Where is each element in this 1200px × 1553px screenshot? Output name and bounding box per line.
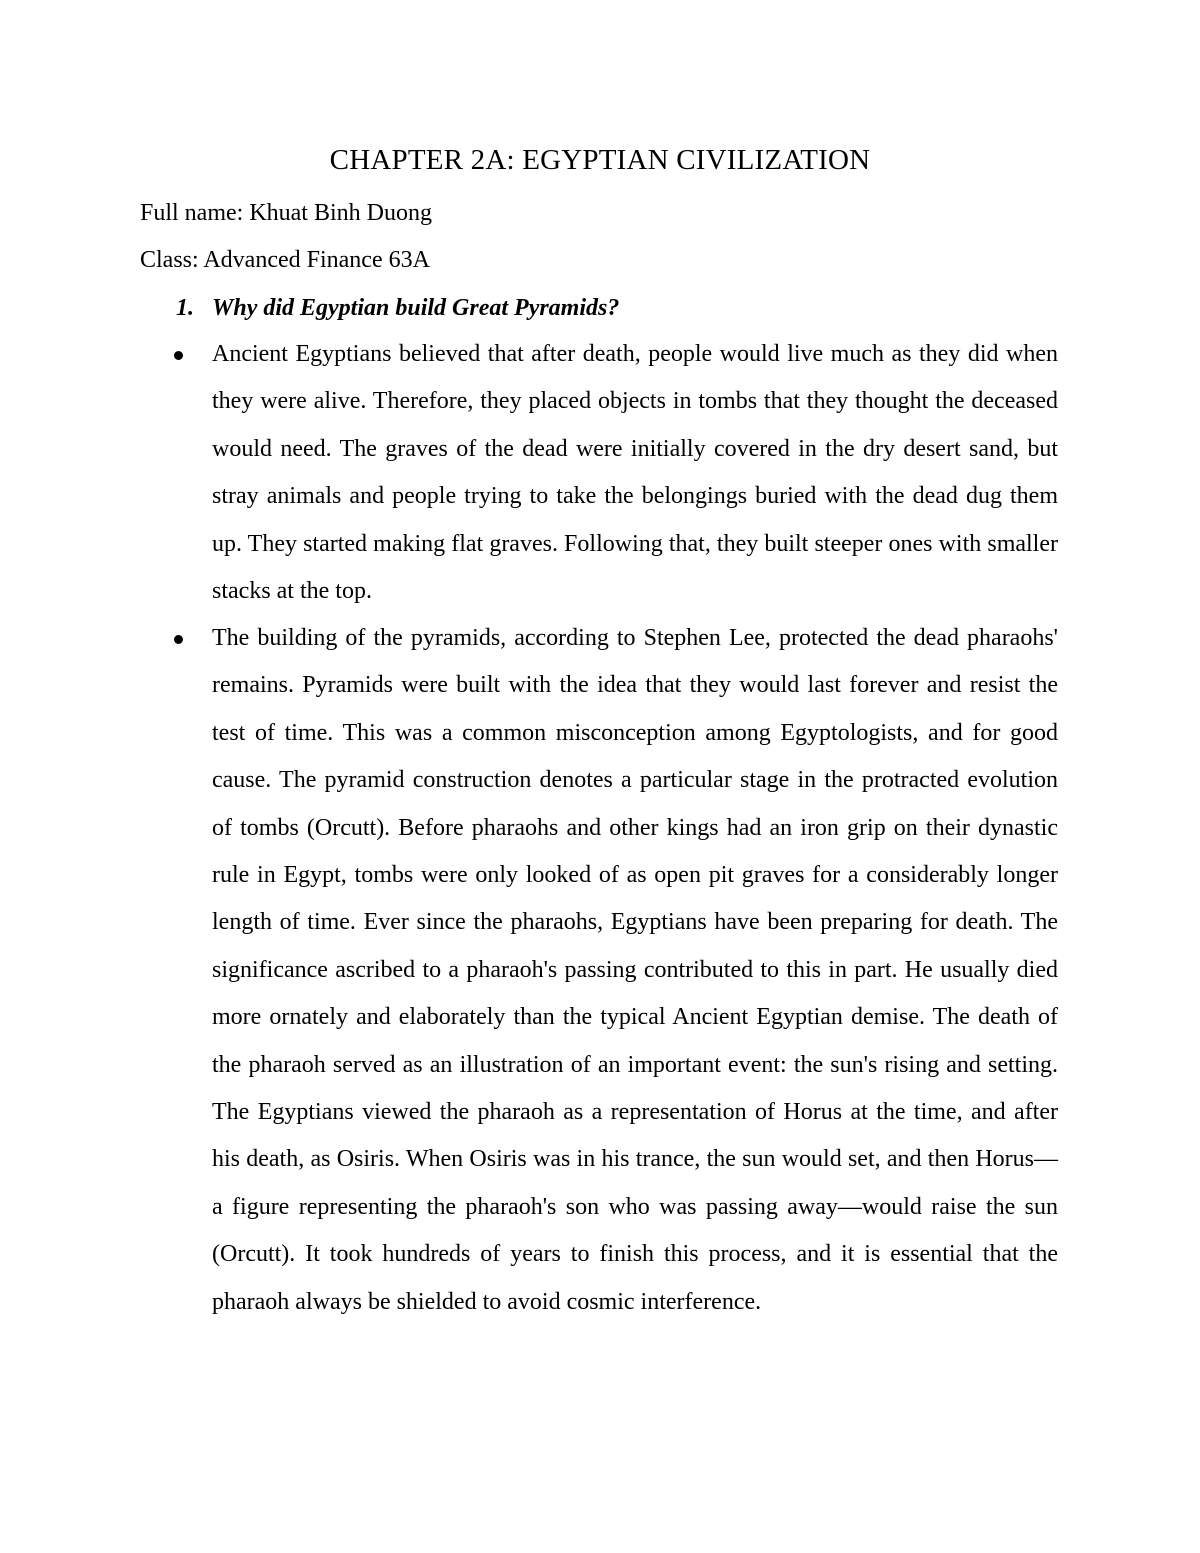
- bullet-dot-icon: [174, 635, 183, 644]
- class-line: Class: Advanced Finance 63A: [140, 247, 430, 273]
- bullet-paragraph: [212, 615, 1058, 1326]
- bullet-paragraph: [212, 331, 1058, 615]
- question-heading: [176, 292, 619, 324]
- bullet-text: Ancient Egyptians believed that after death, people would live much as they did when they were alive. Therefore, they placed objects in tombs that they thought the deceased would need. The graves of the dead were initially covered in the dry desert sand, but stray animals and people trying to take the belongings buried with the dead dug them up. They started making flat graves. Following that, they built steeper ones with smaller stacks at the top.: [212, 341, 1058, 605]
- full-name-line: Full name: Khuat Binh Duong: [140, 200, 432, 226]
- chapter-title: CHAPTER 2A: EGYPTIAN CIVILIZATION: [329, 144, 871, 176]
- bullet-text: The building of the pyramids, according to Stephen Lee, protected the dead pharaohs' remains. Pyramids were built with the idea that they would last forever and resist the test of time. This was a common misconception among Egyptologists, and for good cause. The pyramid construction denotes a particular stage in the protracted evolution of tombs (Orcutt). Before pharaohs and other kings had an iron grip on their dynastic rule in Egypt, tombs were only looked of as open pit graves for a considerably longer length of time. Ever since the pharaohs, Egyptians have been preparing for death. The significance ascribed to a pharaoh's passing contributed to this in part. He usually died more ornately and elaborately than the typical Ancient Egyptian demise. The death of the pharaoh served as an illustration of an important event: the sun's rising and setting. The Egyptians viewed the pharaoh as a representation of Horus at the time, and after his death, as Osiris. When Osiris was in his trance, the sun would set, and then Horus—a figure representing the pharaoh's son who was passing away—would raise the sun (Orcutt). It took hundreds of years to finish this process, and it is essential that the pharaoh always be shielded to avoid cosmic interference.: [212, 625, 1058, 1315]
- question-text: Why did Egyptian build Great Pyramids?: [212, 295, 620, 321]
- bullet-dot-icon: [174, 351, 183, 360]
- question-number: 1.: [176, 295, 194, 321]
